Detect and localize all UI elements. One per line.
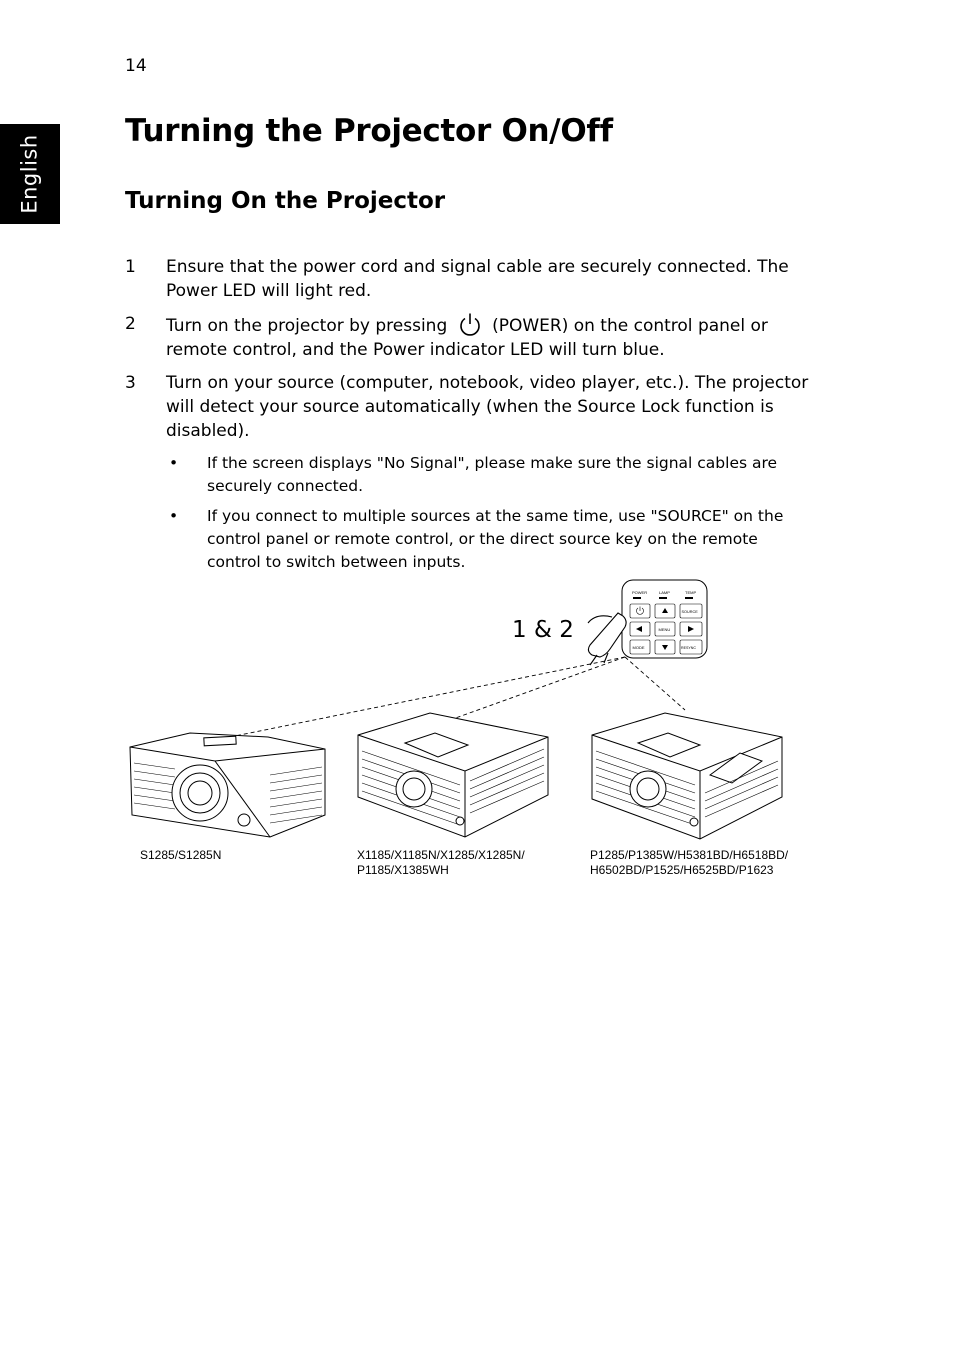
caption-line: S1285/S1285N [140, 848, 222, 862]
caption-x1185 [357, 848, 525, 878]
bullet-list [166, 452, 815, 574]
panel-label-temp: TEMP [685, 590, 697, 595]
panel-label-lamp: LAMP [659, 590, 670, 595]
step-label: 1 & 2 [512, 617, 574, 643]
panel-label-resync: RESYNC [681, 646, 696, 650]
projector-x1185 [358, 713, 548, 837]
step-item [125, 312, 815, 362]
caption-line: P1285/P1385W/H5381BD/H6518BD/ [590, 848, 789, 862]
step-text [166, 312, 815, 362]
step-text: Turn on your source (computer, notebook, video player, etc.). The projector will detect your source automatically (when the Source Lock function is disabled). [166, 373, 809, 441]
panel-label-source: SOURCE [681, 610, 698, 614]
projector-diagram [120, 575, 820, 895]
caption-p1285 [590, 848, 788, 878]
step-list [125, 255, 815, 581]
step-item [125, 255, 815, 303]
projector-s1285 [130, 733, 325, 837]
page-number: 14 [125, 56, 147, 76]
language-tab-label: English [18, 134, 43, 214]
bullet-mark: • [169, 507, 179, 525]
step-text-after: (POWER) on the control panel or remote control, and the Power indicator LED will turn blue. [166, 316, 768, 360]
step-item [125, 371, 815, 443]
caption-line: X1185/X1185N/X1285/X1285N/ [357, 848, 525, 862]
pressing-hand-icon [588, 613, 626, 665]
projector-illustration [120, 575, 820, 895]
panel-label-mode: MODE [632, 645, 645, 650]
caption-line: H6502BD/P1525/H6525BD/P1623 [590, 863, 774, 877]
caption-line: P1185/X1385WH [357, 863, 449, 877]
control-panel [622, 580, 707, 658]
bullet-text: If you connect to multiple sources at the same time, use "SOURCE" on the control panel or remote control, or the direct source key on the remote control to switch between inputs. [207, 507, 784, 571]
language-tab [0, 124, 60, 224]
panel-label-power: POWER [632, 590, 648, 595]
caption-s1285 [140, 848, 221, 863]
page-title: Turning the Projector On/Off [125, 113, 613, 149]
step-text-before: Turn on the projector by pressing [166, 316, 448, 336]
bullet-text: If the screen displays "No Signal", please make sure the signal cables are securely connected. [207, 454, 778, 495]
step-number: 1 [125, 257, 136, 277]
bullet-mark: • [169, 454, 179, 472]
step-number: 3 [125, 373, 136, 393]
step-text: Ensure that the power cord and signal cable are securely connected. The Power LED will light red. [166, 257, 789, 301]
step-number: 2 [125, 314, 136, 334]
bullet-item [166, 452, 815, 498]
section-title: Turning On the Projector [125, 188, 446, 214]
projector-p1285 [592, 713, 782, 839]
bullet-item [166, 505, 815, 574]
panel-label-menu: MENU [658, 627, 671, 632]
power-icon [457, 312, 483, 338]
